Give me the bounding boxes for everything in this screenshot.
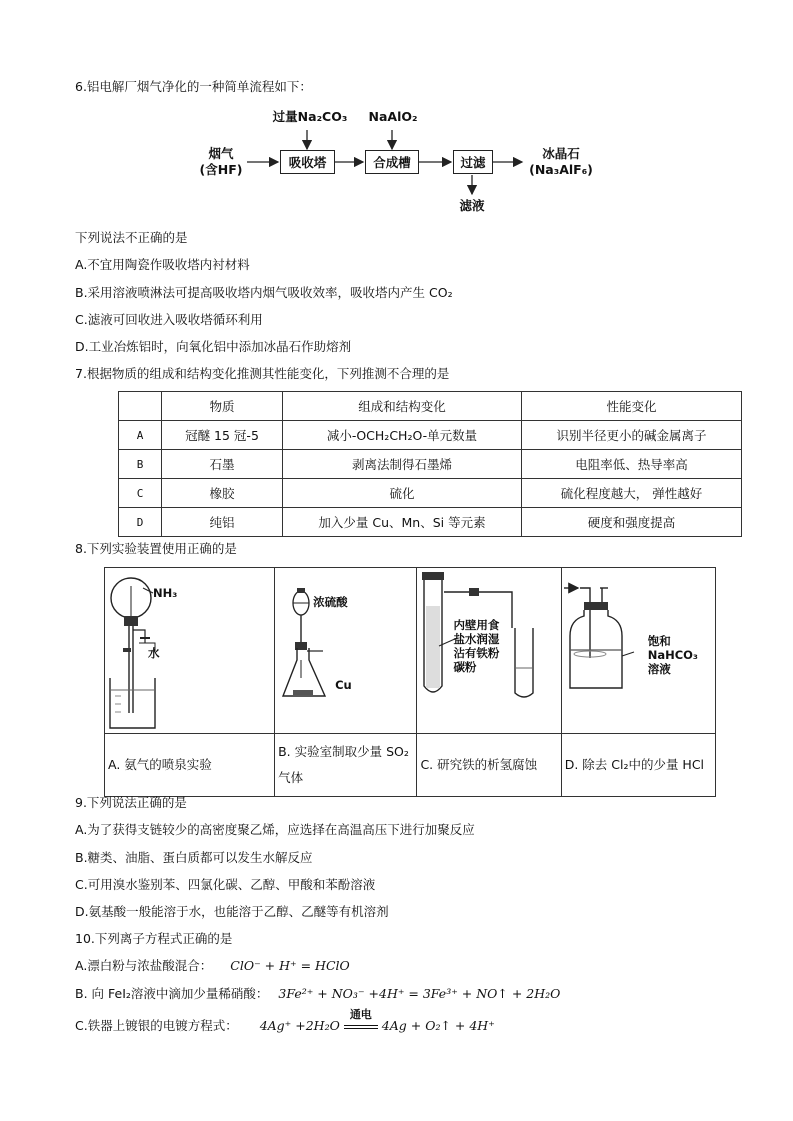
table-header-row [119,392,742,421]
q10-option-b [75,986,560,1002]
flow-input-bottom: (含HF) [199,162,243,177]
q10-c-condition [344,1008,378,1029]
apparatus-c [417,568,561,734]
table-header: 组成和结构变化 [283,392,522,421]
q10-a-equation: ClO⁻ + H⁺ = HClO [230,958,350,973]
q9-option-b: B.糖类、油脂、蛋白质都可以发生水解反应 [75,850,313,865]
q10-c-text: C.铁器上镀银的电镀方程式： [75,1018,238,1033]
label-c-line4: 碳粉 [453,660,477,674]
table-cell: C [119,479,162,508]
q6-option-d: D.工业冶炼铝时，向氧化铝中添加冰晶石作助熔剂 [75,339,352,354]
table-cell: 减小-OCH₂CH₂O-单元数量 [283,421,522,450]
label-cu: Cu [335,678,352,692]
q10-stem: 10.下列离子方程式正确的是 [75,931,233,946]
q6-prompt: 下列说法不正确的是 [75,230,188,245]
q10-c-lhs: 4Ag⁺ +2H₂O [259,1018,340,1033]
q10-c-rhs: 4Ag + O₂↑ + 4H⁺ [381,1018,495,1033]
q10-c-condition-label: 通电 [349,1008,372,1021]
table-cell: D [119,508,162,537]
caption-c: C. 研究铁的析氢腐蚀 [417,734,561,797]
table-cell: 识别半径更小的碱金属离子 [522,421,742,450]
q9-option-c: C.可用溴水鉴别苯、四氯化碳、乙醇、甲酸和苯酚溶液 [75,877,376,892]
equals-sign-icon [344,1025,378,1029]
caption-a: A. 氨气的喷泉实验 [105,734,275,797]
flask-apparatus-icon [275,568,417,733]
table-cell: 硫化程度越大， 弹性越好 [522,479,742,508]
q6-stem: 6.铝电解厂烟气净化的一种简单流程如下： [75,79,312,94]
table-cell: 冠醚 15 冠-5 [162,421,283,450]
apparatus-b [275,568,417,734]
q6-option-b: B.采用溶液喷淋法可提高吸收塔内烟气吸收效率，吸收塔内产生 CO₂ [75,285,453,300]
flow-reagent-2: NaAlO₂ [368,109,418,124]
q9-option-a: A.为了获得支链较少的高密度聚乙烯，应选择在高温高压下进行加聚反应 [75,822,475,837]
apparatus-d [561,568,715,734]
q9-option-d: D.氨基酸一般能溶于水，也能溶于乙醇、乙醚等有机溶剂 [75,904,389,919]
q10-b-text: B. 向 FeI₂溶液中滴加少量稀硝酸： [75,986,269,1001]
table-header: 性能变化 [522,392,742,421]
label-c-line3: 沾有铁粉 [453,646,500,660]
label-d-line1: 饱和 [647,634,671,648]
q10-b-equation: 3Fe²⁺ + NO₃⁻ +4H⁺ = 3Fe³⁺ + NO↑ + 2H₂O [278,986,561,1001]
table-cell: 纯铝 [162,508,283,537]
flow-box-synthesis: 合成槽 [365,150,419,174]
q6-option-c: C.滤液可回收进入吸收塔循环利用 [75,312,263,327]
table-header [119,392,162,421]
caption-b: B. 实验室制取少量 SO₂气体 [275,734,417,797]
label-water: 水 [148,646,160,660]
table-row [119,450,742,479]
flow-output-top: 冰晶石 [542,146,580,161]
table-cell: 加入少量 Cu、Mn、Si 等元素 [283,508,522,537]
label-c-line2: 盐水润湿 [453,632,500,646]
flow-output-bottom: (Na₃AlF₆) [529,162,593,177]
q6-option-a: A.不宜用陶瓷作吸收塔内衬材料 [75,257,250,272]
q10-option-c [75,1008,495,1034]
caption-d: D. 除去 Cl₂中的少量 HCl [561,734,715,797]
q8-stem: 8.下列实验装置使用正确的是 [75,541,237,556]
table-header: 物质 [162,392,283,421]
table-cell: B [119,450,162,479]
q8-apparatus-table [104,567,716,797]
flow-box-filter: 过滤 [453,150,493,174]
apparatus-a [105,568,275,734]
table-row [119,479,742,508]
table-row [119,421,742,450]
q7-stem: 7.根据物质的组成和结构变化推测其性能变化，下列推测不合理的是 [75,366,450,381]
q9-stem: 9.下列说法正确的是 [75,795,187,810]
label-conc-h2so4: 浓硫酸 [313,595,348,609]
table-cell: A [119,421,162,450]
label-nh3: NH₃ [153,586,178,600]
label-d-line2: NaHCO₃ [647,648,698,662]
table-row [119,508,742,537]
table-cell: 硬度和强度提高 [522,508,742,537]
flow-input-top: 烟气 [208,146,234,161]
table-cell: 硫化 [283,479,522,508]
label-c-line1: 内壁用食 [453,618,500,632]
flow-filtrate: 滤液 [459,198,485,213]
table-cell: 剥离法制得石墨烯 [283,450,522,479]
table-cell: 石墨 [162,450,283,479]
flow-reagent-1: 过量Na₂CO₃ [272,109,348,124]
q7-table [118,391,742,537]
q10-option-a [75,958,350,974]
q6-flowchart [195,105,615,220]
fountain-apparatus-icon [105,568,275,733]
label-d-line3: 溶液 [647,662,671,676]
table-cell: 橡胶 [162,479,283,508]
flow-box-absorber: 吸收塔 [280,150,335,174]
q10-a-text: A.漂白粉与浓盐酸混合： [75,958,213,973]
table-cell: 电阻率低、热导率高 [522,450,742,479]
